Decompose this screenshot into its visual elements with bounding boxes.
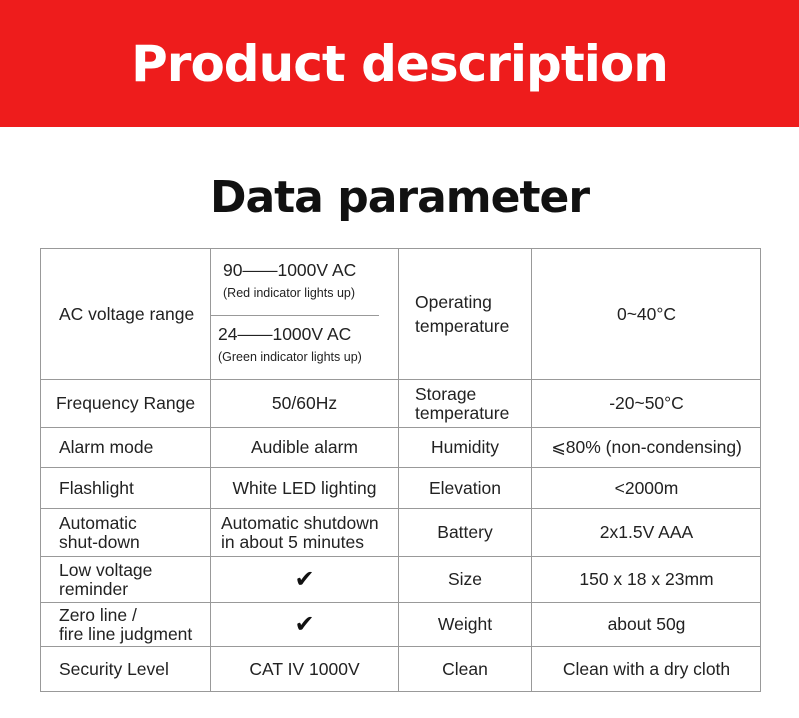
elevation-value: <2000m [614, 477, 679, 498]
parameter-table [40, 248, 761, 692]
flashlight-value-cell [211, 468, 399, 509]
ac-voltage-label: AC voltage range [59, 303, 195, 324]
frequency-label: Frequency Range [55, 393, 196, 414]
humidity-label: Humidity [430, 437, 500, 458]
low-voltage-label-cell [41, 557, 211, 603]
banner-title: Product description [131, 34, 668, 93]
size-label: Size [447, 569, 483, 590]
flashlight-value: White LED lighting [232, 477, 377, 498]
storage-temperature-label-1: Storage [415, 384, 477, 405]
header-banner [0, 0, 799, 127]
auto-shutdown-label-1: Automatic [59, 513, 137, 534]
battery-label-cell [399, 509, 532, 557]
clean-value: Clean with a dry cloth [562, 659, 731, 680]
elevation-value-cell [532, 468, 761, 509]
zero-line-label-2: fire line judgment [59, 623, 193, 644]
operating-temperature-value-cell [532, 249, 761, 380]
size-value-cell [532, 557, 761, 603]
battery-value: 2x1.5V AAA [599, 522, 694, 543]
auto-shutdown-value-2: in about 5 minutes [221, 531, 365, 552]
humidity-label-cell [399, 428, 532, 468]
low-voltage-label-1: Low voltage [59, 560, 153, 581]
storage-temperature-label-cell [399, 380, 532, 428]
storage-temperature-label-2: temperature [415, 402, 510, 423]
auto-shutdown-value-cell [211, 509, 399, 557]
security-value-cell [211, 647, 399, 692]
alarm-label: Alarm mode [59, 437, 154, 458]
inner-divider [211, 315, 379, 316]
zero-line-label-1: Zero line / [59, 605, 137, 626]
alarm-label-cell [41, 428, 211, 468]
weight-label-cell [399, 603, 532, 647]
weight-value-cell [532, 603, 761, 647]
operating-temperature-label-cell [399, 249, 532, 380]
frequency-value: 50/60Hz [271, 393, 338, 414]
checkmark-icon: ✔ [294, 565, 315, 593]
alarm-value-cell [211, 428, 399, 468]
size-label-cell [399, 557, 532, 603]
weight-value: about 50g [607, 614, 686, 635]
security-value: CAT IV 1000V [249, 659, 360, 680]
storage-temperature-value-cell [532, 380, 761, 428]
humidity-value: ⩽80% (non-condensing) [551, 437, 742, 458]
low-voltage-label-2: reminder [59, 578, 129, 599]
clean-value-cell [532, 647, 761, 692]
green-voltage-range: 24——1000V AC [218, 323, 352, 344]
clean-label-cell [399, 647, 532, 692]
security-label-cell [41, 647, 211, 692]
operating-temperature-label-1: Operating [415, 292, 492, 313]
elevation-label-cell [399, 468, 532, 509]
flashlight-label: Flashlight [59, 477, 134, 498]
battery-value-cell [532, 509, 761, 557]
checkmark-icon: ✔ [294, 610, 315, 638]
alarm-value: Audible alarm [251, 437, 358, 458]
red-voltage-range: 90——1000V AC [223, 259, 357, 280]
operating-temperature-value: 0~40°C [616, 303, 677, 324]
storage-temperature-value: -20~50°C [609, 393, 684, 414]
low-voltage-value-cell [211, 557, 399, 603]
frequency-label-cell [41, 380, 211, 428]
security-label: Security Level [59, 659, 169, 680]
weight-label: Weight [437, 614, 493, 635]
elevation-label: Elevation [429, 477, 501, 498]
humidity-value-cell [532, 428, 761, 468]
clean-label: Clean [442, 659, 488, 680]
zero-line-value-cell [211, 603, 399, 647]
size-value: 150 x 18 x 23mm [579, 569, 714, 590]
auto-shutdown-value-1: Automatic shutdown [221, 513, 379, 534]
red-indicator-note: (Red indicator lights up) [223, 285, 356, 300]
zero-line-label-cell [41, 603, 211, 647]
green-indicator-note: (Green indicator lights up) [218, 349, 362, 364]
battery-label: Battery [437, 522, 493, 543]
flashlight-label-cell [41, 468, 211, 509]
auto-shutdown-label-2: shut-down [59, 531, 140, 552]
ac-voltage-label-cell [41, 249, 211, 380]
ac-voltage-value-cell [211, 249, 399, 380]
operating-temperature-label-2: temperature [415, 315, 510, 336]
frequency-value-cell [211, 380, 399, 428]
auto-shutdown-label-cell [41, 509, 211, 557]
section-title: Data parameter [209, 172, 590, 223]
